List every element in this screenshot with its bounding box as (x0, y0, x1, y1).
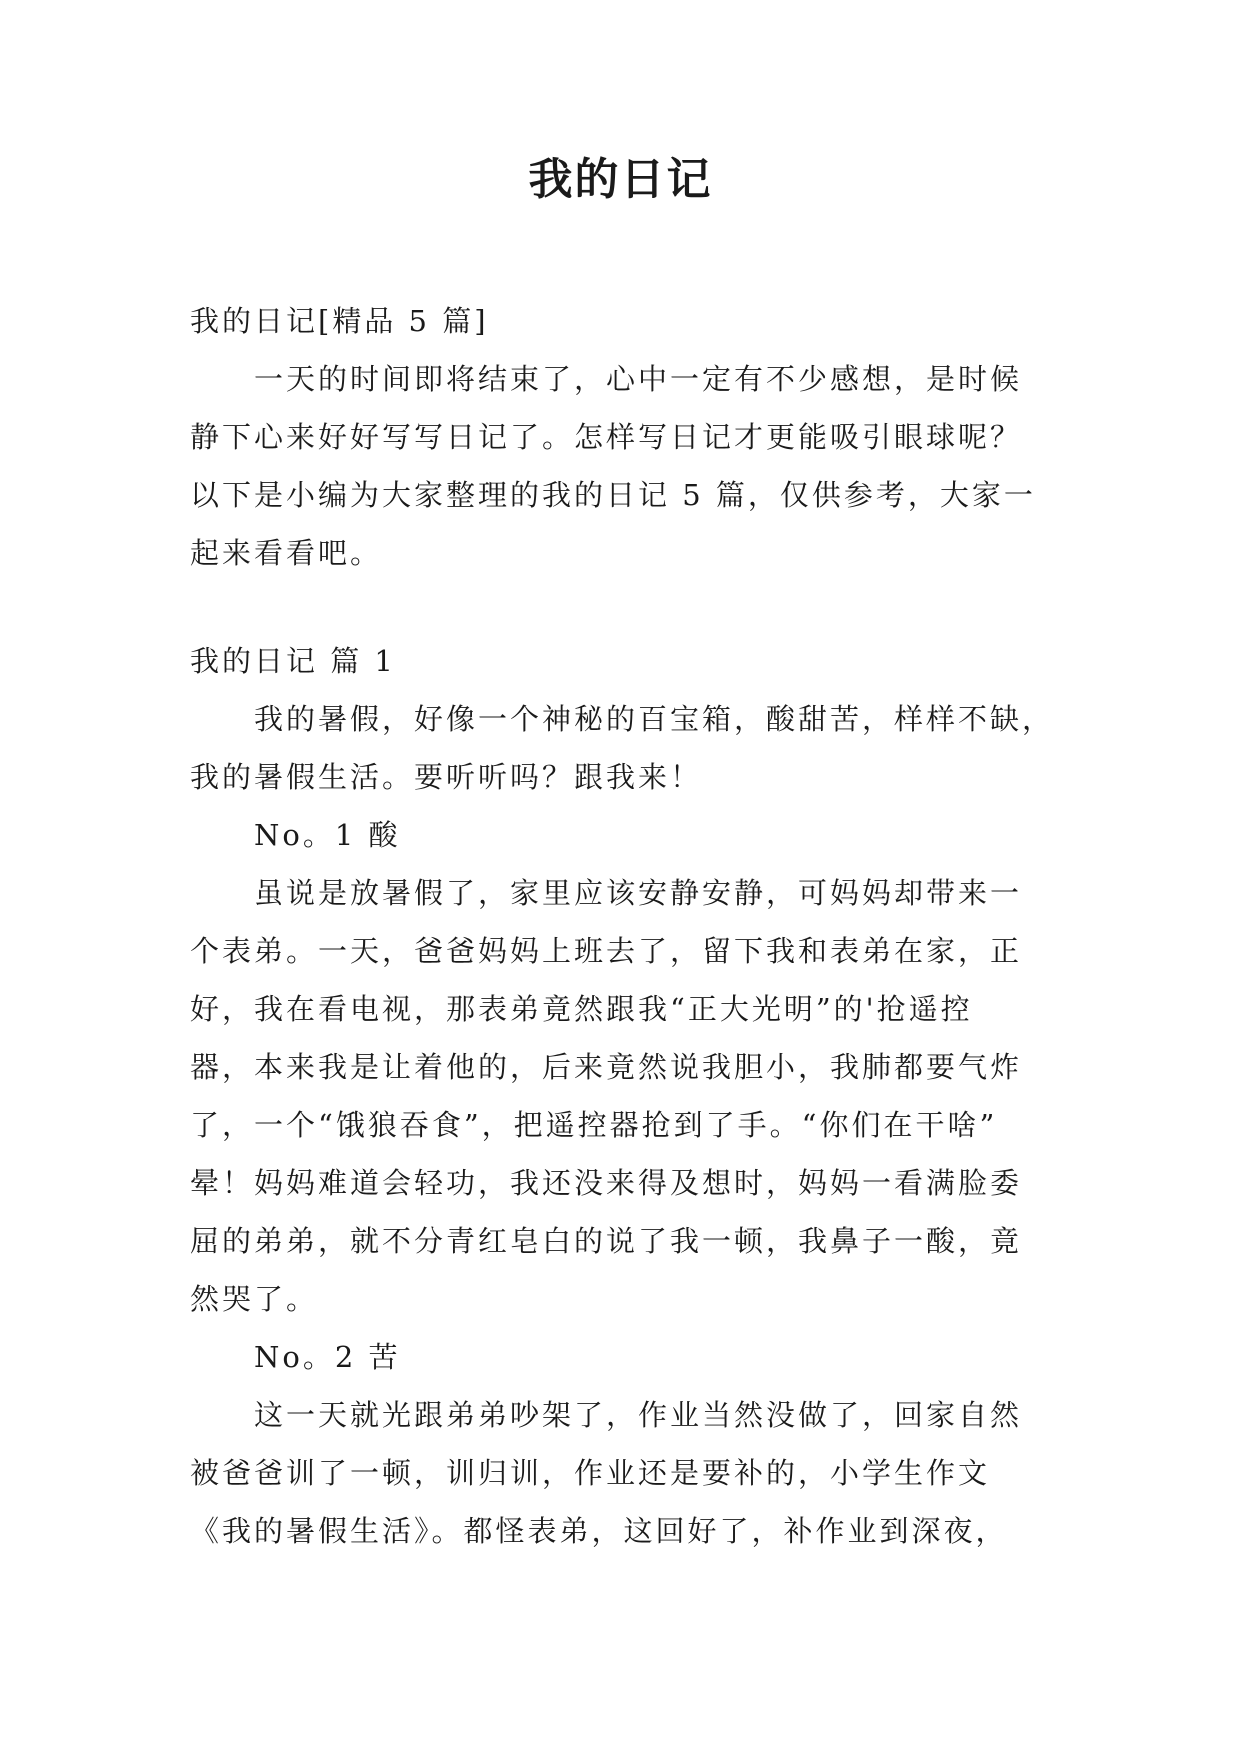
intro-line: 静下心来好好写写日记了。怎样写日记才更能吸引眼球呢？ (190, 420, 1023, 454)
intro-line: 起来看看吧。 (190, 536, 383, 570)
intro-line: 一天的时间即将结束了，心中一定有不少感想，是时候 (254, 362, 1023, 396)
paragraph-line: 虽说是放暑假了，家里应该安静安静，可妈妈却带来一 (254, 876, 1023, 910)
header-line: 我的日记[精品 5 篇] (190, 304, 489, 338)
paragraph-line: 这一天就光跟弟弟吵架了，作业当然没做了，回家自然 (254, 1398, 1023, 1432)
paragraph-line: 然哭了。 (190, 1282, 319, 1316)
paragraph-line: 晕！妈妈难道会轻功，我还没来得及想时，妈妈一看满脸委 (190, 1166, 1023, 1200)
paragraph-line: 我的暑假，好像一个神秘的百宝箱，酸甜苦，样样不缺， (254, 702, 1055, 736)
page-title: 我的日记 (528, 154, 713, 205)
section-gap (190, 582, 1050, 632)
sour-paragraph (190, 864, 1050, 1328)
paragraph-line: 了，一个“饿狼吞食”，把遥控器抢到了手。“你们在干啥” (190, 1108, 998, 1142)
subheading-bitter: No。2 苦 (254, 1340, 401, 1374)
subheading-sour: No。1 酸 (254, 818, 401, 852)
intro-line: 以下是小编为大家整理的我的日记 5 篇，仅供参考，大家一 (190, 478, 1036, 512)
paragraph-line: 器，本来我是让着他的，后来竟然说我胆小，我肺都要气炸 (190, 1050, 1023, 1084)
bitter-paragraph (190, 1386, 1050, 1560)
section1-paragraph (190, 690, 1055, 806)
paragraph-line: 我的暑假生活。要听听吗？跟我来！ (190, 760, 703, 794)
document-body (190, 292, 1055, 1560)
paragraph-line: 好，我在看电视，那表弟竟然跟我“正大光明”的'抢遥控 (190, 992, 973, 1026)
paragraph-line: 《我的暑假生活》。都怪表弟，这回好了，补作业到深夜， (190, 1514, 1008, 1548)
section-heading: 我的日记 篇 1 (190, 644, 396, 678)
intro-paragraph (190, 350, 1050, 582)
paragraph-line: 个表弟。一天，爸爸妈妈上班去了，留下我和表弟在家，正 (190, 934, 1023, 968)
paragraph-line: 屈的弟弟，就不分青红皂白的说了我一顿，我鼻子一酸，竟 (190, 1224, 1023, 1258)
paragraph-line: 被爸爸训了一顿，训归训，作业还是要补的，小学生作文 (190, 1456, 991, 1490)
